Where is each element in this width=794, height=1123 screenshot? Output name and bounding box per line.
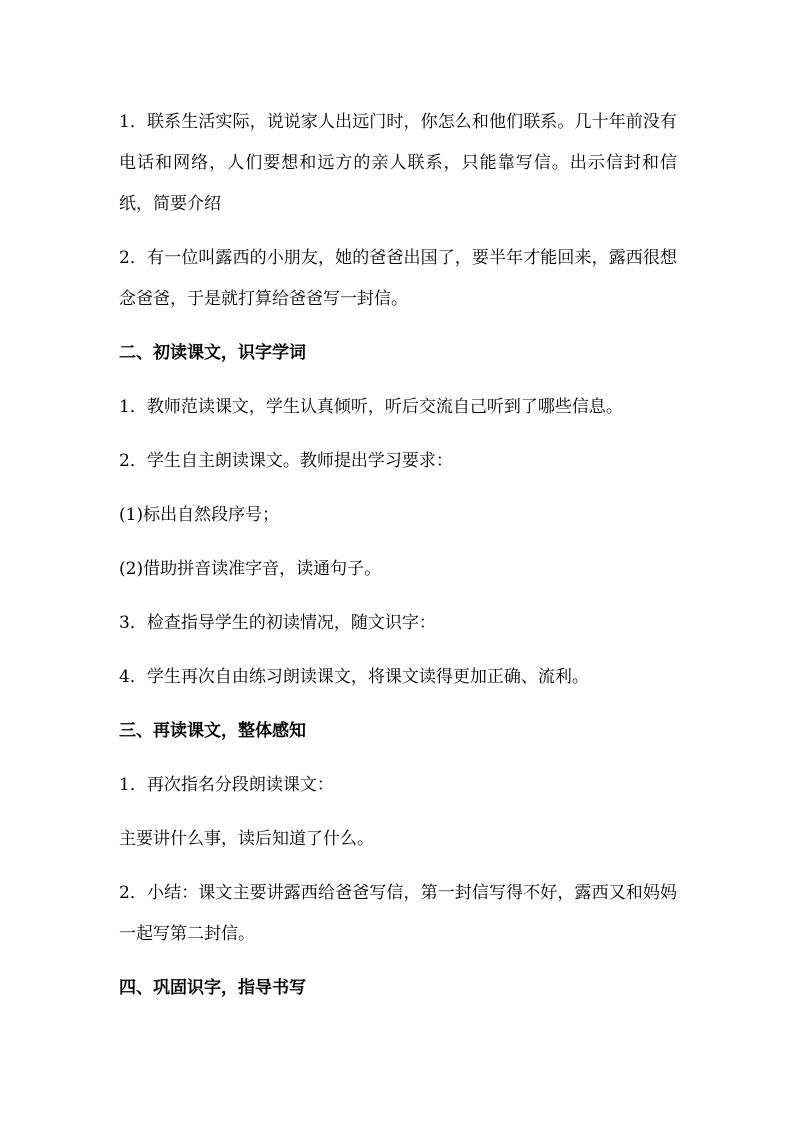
section-heading-writing: 四、巩固识字，指导书写 [119, 978, 306, 998]
paragraph-requirement-2: (2)借助拼音读准字音，读通句子。 [119, 559, 382, 579]
paragraph-contact-family: 1．联系生活实际，说说家人出远门时，你怎么和他们联系。几十年前没有电话和网络，人们要想和远方的亲人联系，只能靠写信。出示信封和信纸，简要介绍 [119, 112, 677, 214]
paragraph-self-reading: 2．学生自主朗读课文。教师提出学习要求： [119, 451, 453, 471]
paragraph-group-reading: 1．再次指名分段朗读课文： [119, 775, 334, 795]
paragraph-summary: 2．小结：课文主要讲露西给爸爸写信，第一封信写得不好，露西又和妈妈一起写第二封信。 [119, 883, 677, 944]
document-body [119, 102, 677, 1022]
section-heading-rereading: 三、再读课文，整体感知 [119, 721, 306, 741]
paragraph-teacher-reading: 1．教师范读课文，学生认真倾听，听后交流自己听到了哪些信息。 [119, 397, 623, 417]
paragraph-requirement-1: (1)标出自然段序号； [119, 505, 280, 525]
paragraph-check-reading: 3．检查指导学生的初读情况，随文识字： [119, 613, 436, 633]
paragraph-main-idea: 主要讲什么事，读后知道了什么。 [119, 829, 374, 849]
section-heading-first-reading: 二、初读课文，识字学词 [119, 343, 306, 363]
paragraph-practice-reading: 4．学生再次自由练习朗读课文，将课文读得更加正确、流利。 [119, 667, 589, 687]
paragraph-lucy-intro: 2．有一位叫露西的小朋友，她的爸爸出国了，要半年才能回来，露西很想念爸爸，于是就打算给爸爸写一封信。 [119, 248, 677, 309]
